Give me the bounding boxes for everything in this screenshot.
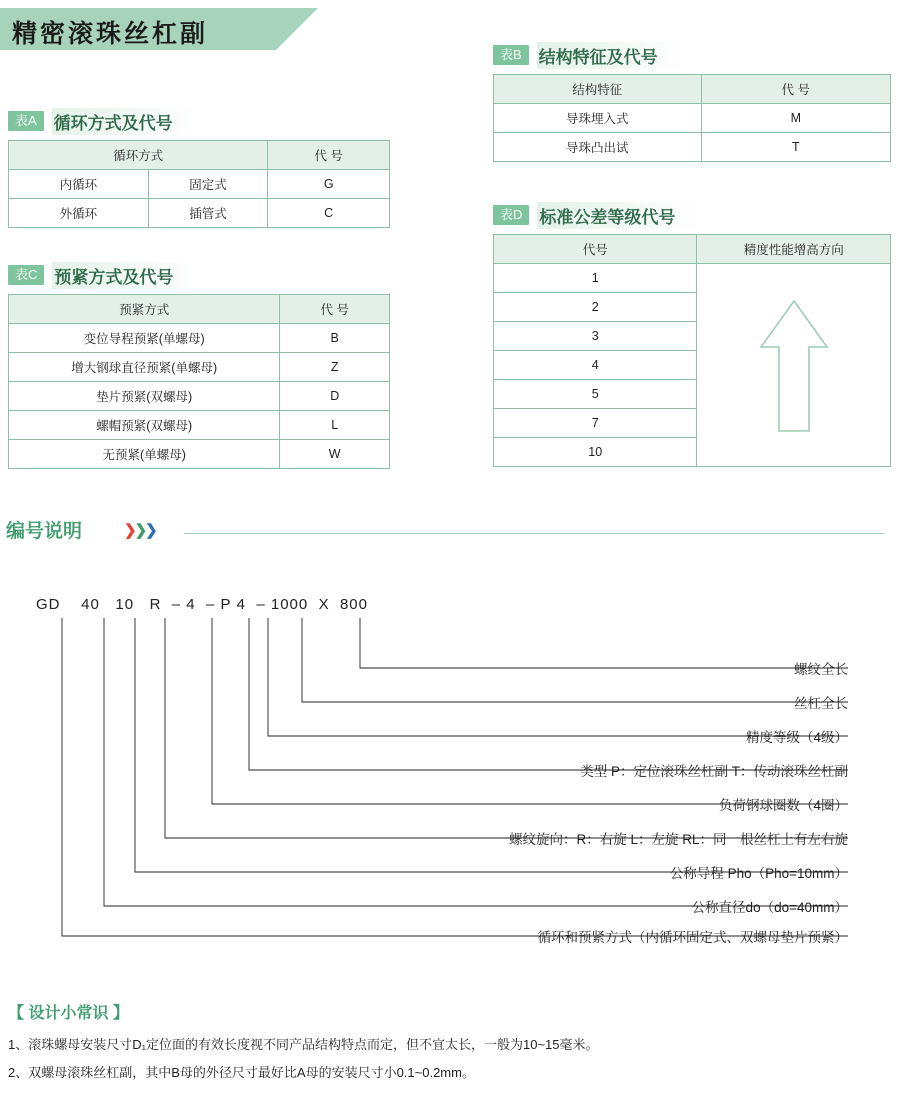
table-a bbox=[8, 140, 390, 228]
table-b-cell: T bbox=[701, 133, 890, 162]
table-a-tag: 表A bbox=[8, 111, 44, 131]
table-c-tag: 表C bbox=[8, 265, 44, 285]
table-b-cell: 导珠凸出试 bbox=[494, 133, 702, 162]
table-row bbox=[9, 324, 390, 353]
page-title-banner bbox=[0, 8, 318, 50]
table-c-cell: 垫片预紧(双螺母) bbox=[9, 382, 280, 411]
table-d bbox=[493, 234, 891, 467]
table-b-col-0: 结构特征 bbox=[494, 75, 702, 104]
code-seg-11: X bbox=[318, 596, 330, 613]
table-a-header bbox=[8, 108, 390, 134]
legend-item-nominal-lead: 公称导程 Pho（Pho=10mm） bbox=[669, 866, 848, 881]
table-d-grade-cell: 3 bbox=[494, 322, 697, 351]
table-row bbox=[494, 104, 891, 133]
table-d-grade-cell: 10 bbox=[494, 438, 697, 467]
table-row bbox=[9, 353, 390, 382]
table-c-cell: 螺帽预紧(双螺母) bbox=[9, 411, 280, 440]
code-seg-7: P bbox=[220, 596, 232, 613]
legend-item-thread-length: 螺纹全长 bbox=[794, 662, 848, 677]
table-d-grade-cell: 1 bbox=[494, 264, 697, 293]
code-seg-12: 800 bbox=[339, 596, 368, 613]
table-row bbox=[9, 199, 390, 228]
table-d-tag: 表D bbox=[493, 205, 529, 225]
table-block-c bbox=[8, 262, 390, 469]
legend-item-thread-hand: 螺纹旋向：R：右旋 L：左旋 RL：同一根丝杠上有左右旋 bbox=[508, 832, 848, 847]
table-c-cell: 变位导程预紧(单螺母) bbox=[9, 324, 280, 353]
table-c-title: 预紧方式及代号 bbox=[52, 262, 199, 289]
legend-item-circulation-preload: 循环和预紧方式（内循环固定式、双螺母垫片预紧） bbox=[537, 930, 848, 945]
table-d-title: 标准公差等级代号 bbox=[537, 202, 701, 229]
table-a-title: 循环方式及代号 bbox=[52, 108, 199, 135]
table-b-tag: 表B bbox=[493, 45, 529, 65]
code-seg-6: – bbox=[205, 596, 216, 613]
numbering-heading: 编号说明 bbox=[6, 521, 83, 542]
table-c-header bbox=[8, 262, 390, 288]
table-b-cell: M bbox=[701, 104, 890, 133]
table-d-grade-cell: 2 bbox=[494, 293, 697, 322]
table-row bbox=[9, 295, 390, 324]
table-d-header bbox=[493, 202, 891, 228]
table-b-header bbox=[493, 42, 891, 68]
numbering-section-header bbox=[6, 516, 886, 546]
table-c-col-0: 预紧方式 bbox=[9, 295, 280, 324]
table-a-cell: 外循环 bbox=[9, 199, 149, 228]
table-c-cell: W bbox=[280, 440, 390, 469]
legend-item-type: 类型 P：定位滚珠丝杠副 T：传动滚珠丝杠副 bbox=[580, 764, 848, 779]
table-b-col-1: 代 号 bbox=[701, 75, 890, 104]
code-seg-0: GD bbox=[36, 596, 61, 613]
section-divider bbox=[184, 533, 884, 534]
table-row bbox=[9, 411, 390, 440]
legend-item-nominal-diameter: 公称直径do（do=40mm） bbox=[691, 900, 848, 915]
code-seg-3: R bbox=[149, 596, 162, 613]
table-d-grade-cell: 5 bbox=[494, 380, 697, 409]
table-c-cell: B bbox=[280, 324, 390, 353]
legend-item-ball-turns: 负荷钢球圈数（4圈） bbox=[718, 798, 848, 813]
table-block-a bbox=[8, 108, 390, 228]
design-tips-line-1: 1、滚珠螺母安装尺寸D₁定位面的有效长度视不同产品结构特点而定，但不宜太长，一般为10~15毫米。 bbox=[8, 1037, 599, 1052]
design-tips bbox=[8, 1000, 888, 1090]
table-b bbox=[493, 74, 891, 162]
table-c-cell: 无预紧(单螺母) bbox=[9, 440, 280, 469]
design-tips-title: 【 设计小常识 】 bbox=[8, 1005, 129, 1022]
page-title: 精密滚珠丝杠副 bbox=[12, 20, 209, 48]
table-a-cell: 内循环 bbox=[9, 170, 149, 199]
numbering-diagram bbox=[0, 580, 900, 945]
table-d-grade-cell: 7 bbox=[494, 409, 697, 438]
table-c-col-1: 代 号 bbox=[280, 295, 390, 324]
code-seg-8: 4 bbox=[236, 596, 247, 613]
code-seg-2: 10 bbox=[115, 596, 135, 613]
table-d-col-0: 代号 bbox=[494, 235, 697, 264]
table-c-cell: Z bbox=[280, 353, 390, 382]
table-row bbox=[9, 440, 390, 469]
table-d-col-1: 精度性能增高方向 bbox=[697, 235, 891, 264]
table-c bbox=[8, 294, 390, 469]
table-a-cell: 固定式 bbox=[148, 170, 268, 199]
table-b-title: 结构特征及代号 bbox=[537, 42, 684, 69]
code-seg-10: 1000 bbox=[270, 596, 309, 613]
design-tips-line-2: 2、双螺母滚珠丝杠副，其中B母的外径尺寸最好比A母的安装尺寸小0.1~0.2mm。 bbox=[8, 1064, 475, 1080]
table-a-cell: C bbox=[268, 199, 390, 228]
code-seg-9: – bbox=[256, 596, 266, 613]
table-block-d bbox=[493, 202, 891, 467]
table-d-grade-cell: 4 bbox=[494, 351, 697, 380]
code-seg-4: – bbox=[171, 596, 182, 613]
legend-item-screw-length: 丝杠全长 bbox=[794, 696, 848, 711]
table-block-b bbox=[493, 42, 891, 162]
arrow-up-icon bbox=[759, 295, 829, 435]
code-seg-5: 4 bbox=[186, 596, 196, 613]
table-a-cell: G bbox=[268, 170, 390, 199]
table-b-cell: 导珠埋入式 bbox=[494, 104, 702, 133]
chevron-right-icon: ❯❯❯ bbox=[124, 522, 156, 539]
legend-item-accuracy-grade: 精度等级（4级） bbox=[745, 730, 848, 745]
table-c-cell: L bbox=[280, 411, 390, 440]
table-c-cell: 增大钢球直径预紧(单螺母) bbox=[9, 353, 280, 382]
code-seg-1: 40 bbox=[81, 596, 100, 613]
precision-direction-cell bbox=[697, 264, 891, 467]
table-row bbox=[9, 141, 390, 170]
table-row bbox=[9, 382, 390, 411]
table-a-col-1: 代 号 bbox=[268, 141, 390, 170]
table-row bbox=[9, 170, 390, 199]
table-a-cell: 插管式 bbox=[148, 199, 268, 228]
table-row bbox=[494, 264, 891, 293]
table-row bbox=[494, 235, 891, 264]
table-c-cell: D bbox=[280, 382, 390, 411]
table-row bbox=[494, 75, 891, 104]
table-a-col-0: 循环方式 bbox=[9, 141, 268, 170]
table-row bbox=[494, 133, 891, 162]
